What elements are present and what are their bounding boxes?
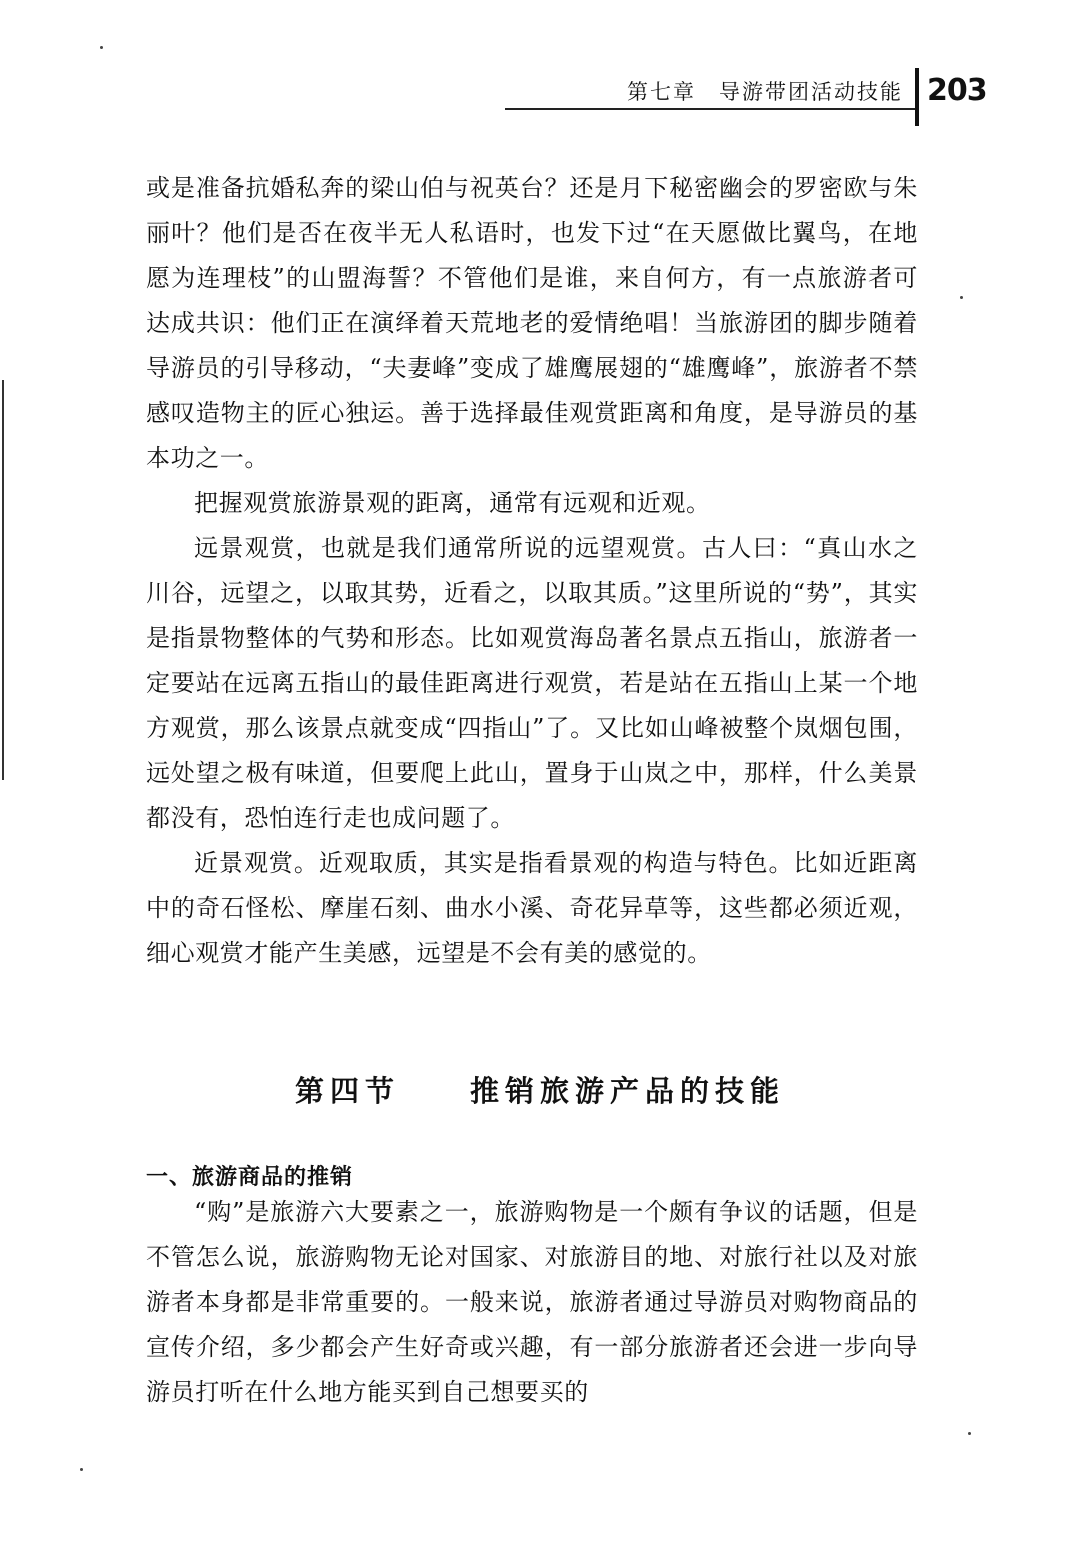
paragraph: 远景观赏，也就是我们通常所说的远望观赏。古人曰：“真山水之川谷，远望之，以取其势，近看之，以取其质。”这里所说的“势”，其实是指景物整体的气势和形态。比如观赏海岛著名景点五指山，旅游者一定要站在远离五指山的最佳距离进行观赏，若是站在五指山上某一个地方观赏，那么该景点就变成“四指山”了。又比如山峰被整个岚烟包围，远处望之极有味道，但要爬上此山，置身于山岚之中，那样，什么美景都没有，恐怕连行走也成问题了。 — [146, 534, 918, 832]
section-title: 第四节 推销旅游产品的技能 — [294, 1074, 785, 1108]
subsection-title: 一、旅游商品的推销 — [146, 1165, 354, 1190]
scan-edge-mark — [2, 380, 4, 780]
paragraph: 近景观赏。近观取质，其实是指看景观的构造与特色。比如近距离中的奇石怪松、摩崖石刻、曲水小溪、奇花异草等，这些都必须近观，细心观赏才能产生美感，远望是不会有美的感觉的。 — [146, 849, 918, 967]
paragraph: 把握观赏旅游景观的距离，通常有远观和近观。 — [194, 489, 711, 517]
body-text-top — [146, 166, 918, 976]
body-text-bottom — [146, 1190, 918, 1415]
header-rule — [505, 108, 917, 110]
running-header-title: 第七章 导游带团活动技能 — [627, 80, 903, 104]
running-header — [505, 70, 917, 112]
header-vertical-bar — [915, 68, 919, 126]
scan-speck — [80, 1468, 83, 1471]
page-number: 203 — [927, 73, 987, 108]
paragraph-continuation: 或是准备抗婚私奔的梁山伯与祝英台？还是月下秘密幽会的罗密欧与朱丽叶？他们是否在夜半无人私语时，也发下过“在天愿做比翼鸟，在地愿为连理枝”的山盟海誓？不管他们是谁，来自何方，有一点旅游者可达成共识：他们正在演绎着天荒地老的爱情绝唱！当旅游团的脚步随着导游员的引导移动，“夫妻峰”变成了雄鹰展翅的“雄鹰峰”，旅游者不禁感叹造物主的匠心独运。善于选择最佳观赏距离和角度，是导游员的基本功之一。 — [146, 174, 918, 472]
scan-speck — [100, 46, 103, 49]
paragraph: “购”是旅游六大要素之一，旅游购物是一个颇有争议的话题，但是不管怎么说，旅游购物无论对国家、对旅游目的地、对旅行社以及对旅游者本身都是非常重要的。一般来说，旅游者通过导游员对购物商品的宣传介绍，多少都会产生好奇或兴趣，有一部分旅游者还会进一步向导游员打听在什么地方能买到自己想要买的 — [146, 1198, 918, 1406]
scan-speck — [968, 1432, 971, 1435]
scan-speck — [960, 296, 963, 299]
